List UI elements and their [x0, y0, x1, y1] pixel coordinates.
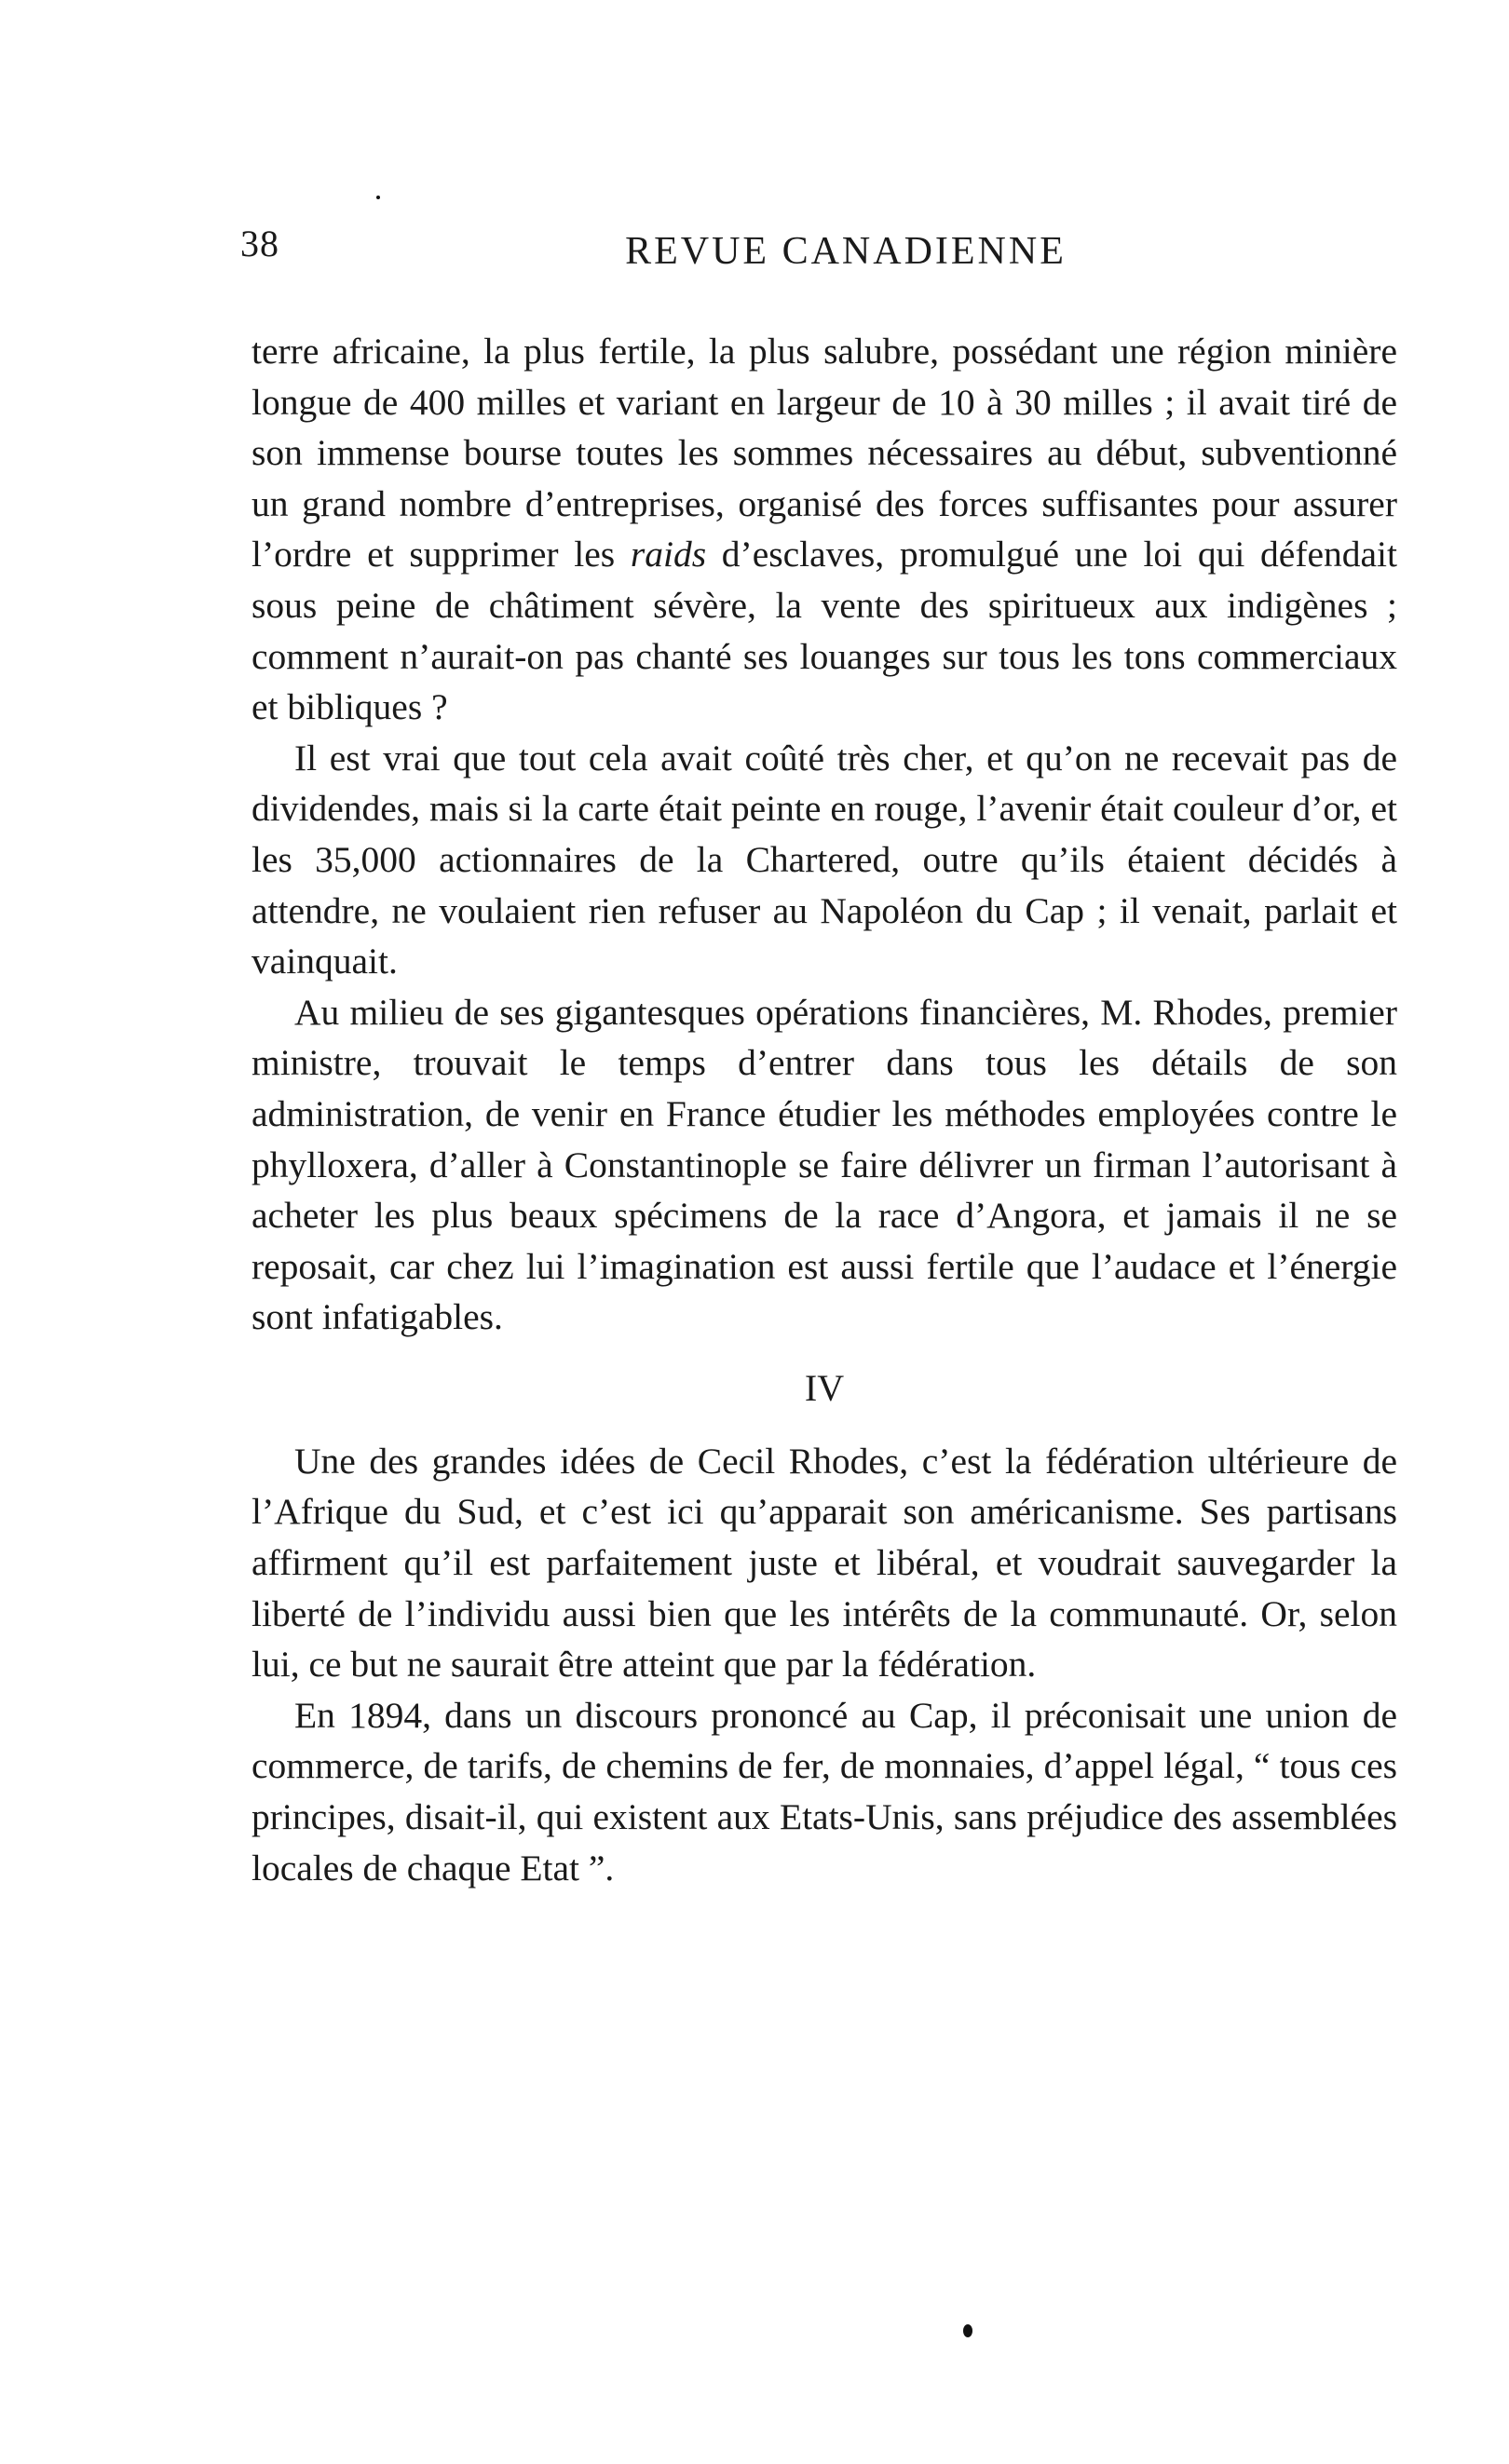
emphasis-raids: raids — [630, 534, 707, 575]
paragraph-text: d’esclaves, promulgué une loi qui défendait sous peine de châtiment sévère, la vente des spiritueux aux indigènes ; comment n’aurait-on pas chanté ses louanges sur tous les tons commerciaux et bibliques ? — [252, 534, 1397, 728]
paragraph: Il est vrai que tout cela avait coûté très cher, et qu’on ne recevait pas de dividendes, mais si la carte était peinte en rouge, l’avenir était couleur d’or, et les 35,000 actionnaires de la Chartered, outre qu’ils étaient décidés à attendre, ne voulaient rien refuser au Napoléon du Cap ; il venait, parlait et vainquait. — [252, 737, 1397, 982]
paragraph: Au milieu de ses gigantesques opérations financières, M. Rhodes, premier ministre, trouvait le temps d’entrer dans tous les détails de son administration, de venir en France étudier les méthodes employées contre le phylloxera, d’aller à Constantinople se faire délivrer un firman l’autorisant à acheter les plus beaux spécimens de la race d’Angora, et jamais il ne se reposait, car chez lui l’imagination est aussi fertile que l’audace et l’énergie sont infatigables. — [252, 991, 1397, 1338]
paragraph: En 1894, dans un discours prononcé au Cap, il préconisait une union de commerce, de tarifs, de chemins de fer, de monnaies, d’appel légal, “ tous ces principes, disait-il, qui existent aux Etats-Unis, sans préjudice des assemblées locales de chaque Etat ”. — [252, 1694, 1397, 1889]
paragraph-continued — [252, 326, 1397, 733]
section-heading-iv: IV — [804, 1366, 845, 1409]
paragraph: Une des grandes idées de Cecil Rhodes, c’est la fédération ultérieure de l’Afrique du Sud, et c’est ici qu’apparait son américanisme. Ses partisans affirment qu’il est parfaitement juste et libéral, et voudrait sauvegarder la liberté de l’individu aussi bien que les intérêts de la communauté. Or, selon lui, ce but ne saurait être atteint que par la fédération. — [252, 1440, 1397, 1686]
body-text — [252, 326, 1397, 1893]
paragraph-text: terre africaine, la plus fertile, la plus salubre, possédant une région minière longue de 400 milles et variant en largeur de 10 à 30 milles ; il avait tiré de son immense bourse toutes les sommes nécessaires au début, subventionné un grand nombre d’entreprises, organisé des forces suffisantes pour assurer l’ordre et supprimer les — [252, 331, 1397, 575]
running-head — [240, 216, 1395, 291]
ink-speck — [963, 2324, 972, 2337]
ink-speck — [376, 196, 380, 199]
page-number: 38 — [240, 223, 279, 264]
journal-title: REVUE CANADIENNE — [625, 230, 1067, 273]
